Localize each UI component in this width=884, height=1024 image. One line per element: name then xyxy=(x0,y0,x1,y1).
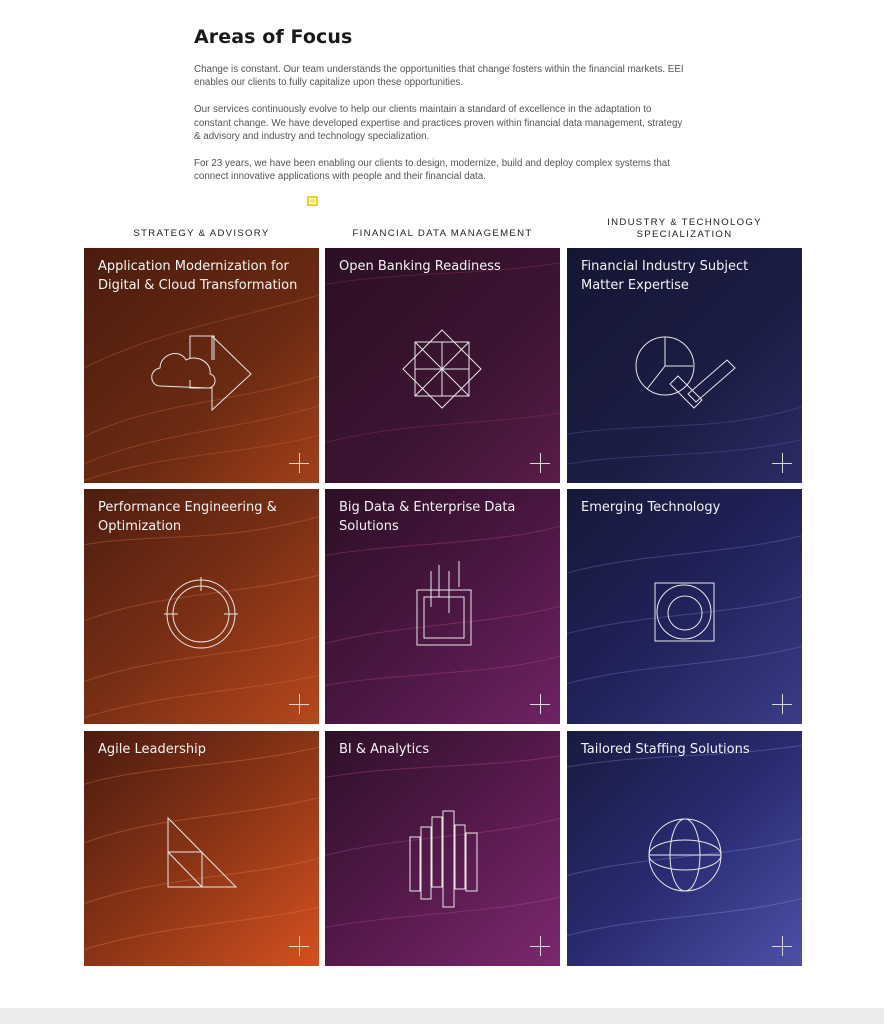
expand-plus-icon[interactable] xyxy=(530,694,550,714)
card-bi-analytics[interactable] xyxy=(325,731,560,966)
triangle-ruler-icon xyxy=(84,731,319,966)
card-title: Performance Engineering & Optimization xyxy=(98,500,277,534)
column-heading-strategy: STRATEGY & ADVISORY xyxy=(133,228,270,239)
card-title: BI & Analytics xyxy=(339,742,430,757)
intro-paragraph-2: Our services continuously evolve to help our clients maintain a standard of excellence in the adaptation to constant change. We have developed expertise and practices proven within financial data management, strategy & advisory and industry and technology specialization. xyxy=(194,104,683,143)
card-title: Tailored Staffing Solutions xyxy=(581,742,750,757)
expand-plus-icon[interactable] xyxy=(289,936,309,956)
circle-square-icon xyxy=(567,489,802,724)
card-big-data[interactable] xyxy=(325,489,560,724)
expand-plus-icon[interactable] xyxy=(772,453,792,473)
page-title: Areas of Focus xyxy=(194,26,353,48)
intro-section xyxy=(194,26,684,197)
cloud-arrow-icon xyxy=(84,248,319,483)
expand-plus-icon[interactable] xyxy=(530,453,550,473)
expand-plus-icon[interactable] xyxy=(289,694,309,714)
card-financial-industry[interactable] xyxy=(567,248,802,483)
bar-columns-icon xyxy=(325,731,560,966)
footer-band xyxy=(0,1008,884,1024)
card-emerging-technology[interactable] xyxy=(567,489,802,724)
expand-plus-icon[interactable] xyxy=(772,694,792,714)
card-performance-engineering[interactable] xyxy=(84,489,319,724)
expand-plus-icon[interactable] xyxy=(289,453,309,473)
pie-check-icon xyxy=(567,248,802,483)
globe-icon xyxy=(567,731,802,966)
diamond-grid-icon xyxy=(325,248,560,483)
column-heading-data: FINANCIAL DATA MANAGEMENT xyxy=(352,228,533,239)
data-box-icon xyxy=(325,489,560,724)
card-title: Open Banking Readiness xyxy=(339,259,501,274)
intro-paragraph-1: Change is constant. Our team understands the opportunities that change fosters within the financial markets. EEI enables our clients to fully capitalize upon these opportunities. xyxy=(194,64,684,89)
card-title: Agile Leadership xyxy=(98,742,206,757)
card-title: Application Modernization for Digital & Cloud Transformation xyxy=(98,259,298,293)
column-heading-industry: INDUSTRY & TECHNOLOGY SPECIALIZATION xyxy=(607,217,762,240)
card-agile-leadership[interactable] xyxy=(84,731,319,966)
intro-paragraph-3: For 23 years, we have been enabling our clients to design, modernize, build and deploy complex systems that connect innovative applications with people and their financial data. xyxy=(194,158,670,183)
card-tailored-staffing[interactable] xyxy=(567,731,802,966)
card-application-modernization[interactable] xyxy=(84,248,319,483)
card-title: Emerging Technology xyxy=(581,500,721,515)
card-title: Financial Industry Subject Matter Expertise xyxy=(581,259,749,293)
expand-plus-icon[interactable] xyxy=(772,936,792,956)
target-ring-icon xyxy=(84,489,319,724)
focus-marker xyxy=(307,196,318,206)
card-title: Big Data & Enterprise Data Solutions xyxy=(339,500,516,534)
card-open-banking[interactable] xyxy=(325,248,560,483)
expand-plus-icon[interactable] xyxy=(530,936,550,956)
